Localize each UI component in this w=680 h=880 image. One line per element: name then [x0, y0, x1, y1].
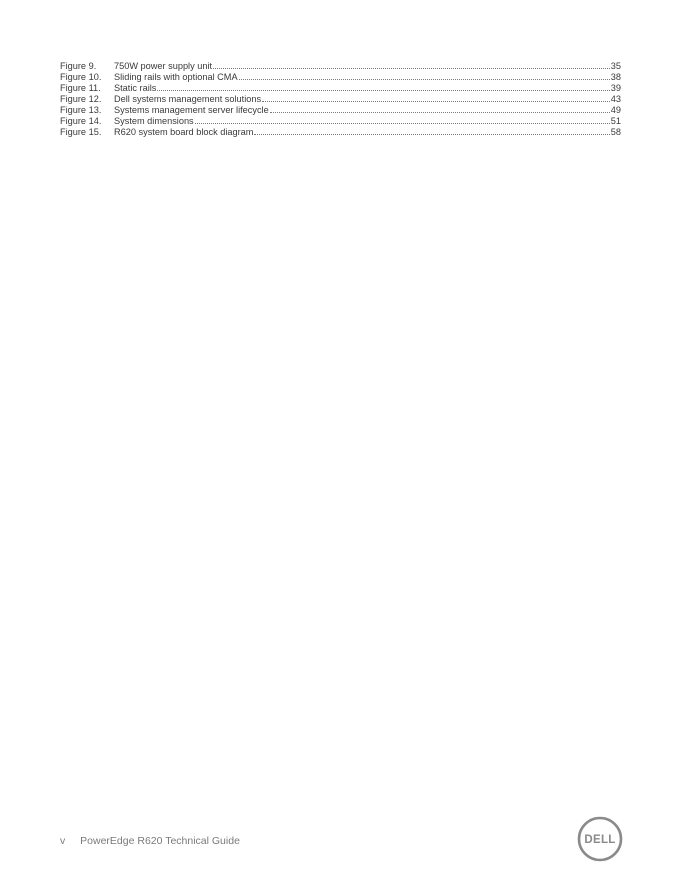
toc-entry-page: 39 [610, 83, 621, 93]
dell-logo-wordmark: DELL [584, 834, 616, 847]
toc-entry-figure-13[interactable] [60, 105, 621, 116]
dot-leader [254, 127, 609, 135]
page-footer [60, 835, 240, 847]
toc-entry-figure-9[interactable] [60, 61, 621, 72]
toc-entry-figure-12[interactable] [60, 94, 621, 105]
toc-entry-title: R620 system board block diagram [114, 127, 254, 137]
toc-entry-page: 51 [610, 116, 621, 126]
toc-entry-page: 58 [610, 127, 621, 137]
footer-page-number: v [60, 835, 66, 847]
dell-logo [577, 816, 623, 862]
toc-entry-page: 38 [610, 72, 621, 82]
toc-entry-number: Figure 10. [60, 72, 102, 82]
toc-entry-page: 35 [610, 61, 621, 71]
toc-entry-title: System dimensions [114, 116, 194, 126]
toc-entry-figure-10[interactable] [60, 72, 621, 83]
toc-entry-number: Figure 14. [60, 116, 102, 126]
toc-entry-title: Static rails [114, 83, 157, 93]
toc-entry-title: Sliding rails with optional CMA [114, 72, 238, 82]
toc-entry-title: Systems management server lifecycle [114, 105, 269, 115]
toc-entry-number: Figure 13. [60, 105, 102, 115]
toc-entry-number: Figure 15. [60, 127, 102, 137]
toc-entry-title: 750W power supply unit [114, 61, 213, 71]
toc-entry-figure-11[interactable] [60, 83, 621, 94]
list-of-figures [60, 61, 621, 138]
toc-entry-number: Figure 9. [60, 61, 97, 71]
dot-leader [270, 105, 610, 113]
toc-entry-page: 49 [610, 105, 621, 115]
dot-leader [157, 83, 609, 91]
toc-entry-number: Figure 12. [60, 94, 102, 104]
toc-entry-title: Dell systems management solutions [114, 94, 262, 104]
dot-leader [239, 72, 610, 80]
toc-entry-page: 43 [610, 94, 621, 104]
footer-document-title: PowerEdge R620 Technical Guide [80, 835, 240, 847]
dot-leader [262, 94, 610, 102]
toc-entry-figure-15[interactable] [60, 127, 621, 138]
dot-leader [213, 61, 610, 69]
dot-leader [195, 116, 610, 124]
toc-entry-number: Figure 11. [60, 83, 101, 93]
toc-entry-figure-14[interactable] [60, 116, 621, 127]
